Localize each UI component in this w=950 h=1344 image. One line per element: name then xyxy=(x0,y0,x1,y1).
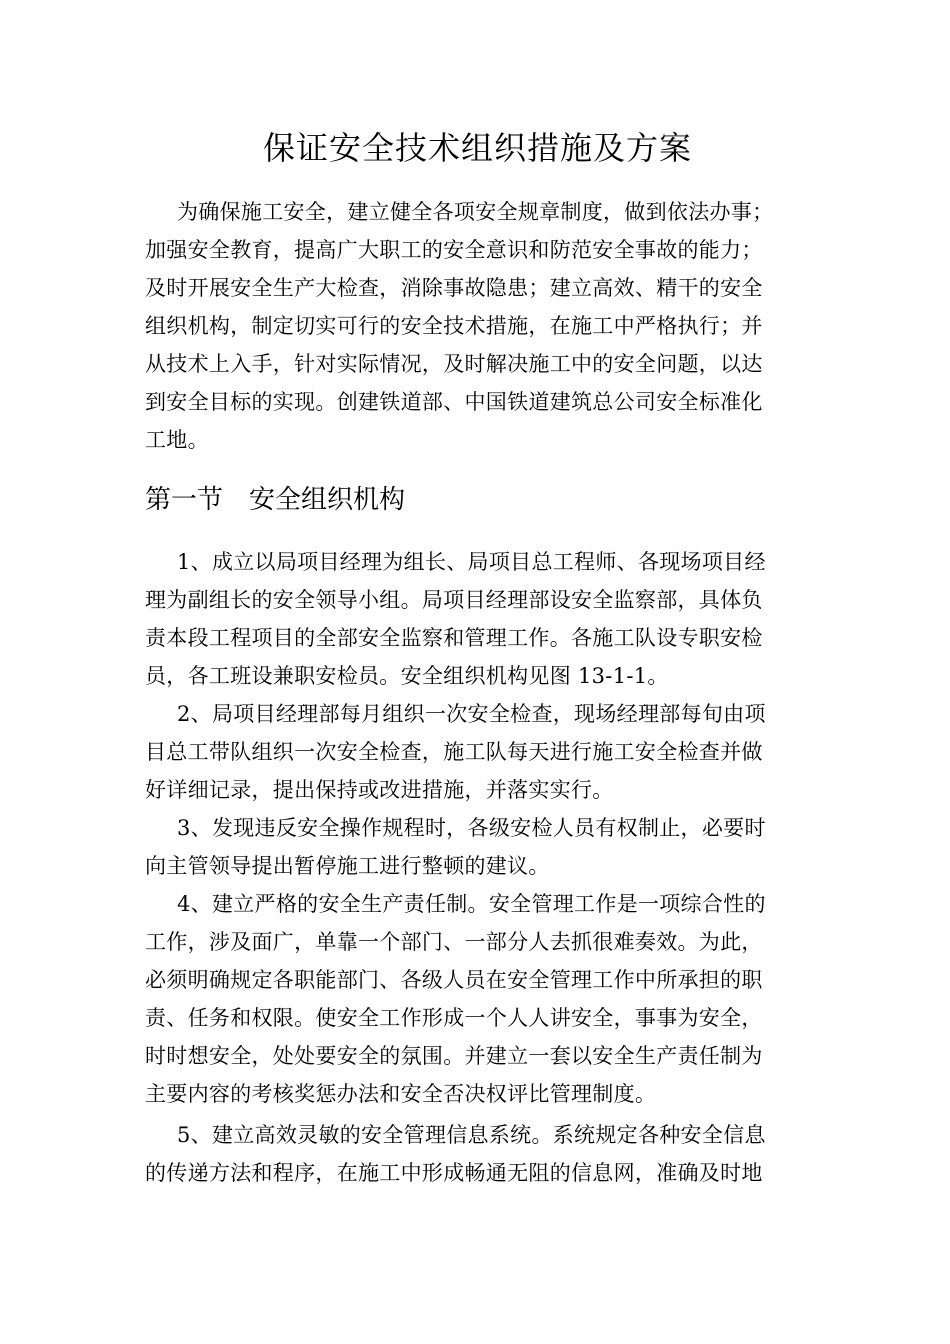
item-line: 目总工带队组织一次安全检查，施工队每天进行施工安全检查并做 xyxy=(145,740,763,764)
intro-line: 为确保施工安全，建立健全各项安全规章制度，做到依法办事； xyxy=(177,200,774,224)
item-line: 5、建立高效灵敏的安全管理信息系统。系统规定各种安全信息 xyxy=(177,1123,766,1147)
intro-line: 工地。 xyxy=(145,428,209,452)
section-item-4 xyxy=(145,885,810,1113)
item-line: 好详细记录，提出保持或改进措施，并落实实行。 xyxy=(145,778,614,802)
intro-line: 从技术上入手，针对实际情况，及时解决施工中的安全问题，以达 xyxy=(145,352,763,376)
intro-line: 加强安全教育，提高广大职工的安全意识和防范安全事故的能力； xyxy=(145,238,763,262)
item-line: 1、成立以局项目经理为组长、局项目总工程师、各现场项目经 xyxy=(177,550,766,574)
item-line: 主要内容的考核奖惩办法和安全否决权评比管理制度。 xyxy=(145,1082,657,1106)
item-line: 时时想安全，处处要安全的氛围。并建立一套以安全生产责任制为 xyxy=(145,1044,763,1068)
item-line: 必须明确规定各职能部门、各级人员在安全管理工作中所承担的职 xyxy=(145,968,763,992)
section-heading: 第一节 安全组织机构 xyxy=(145,485,406,515)
item-line: 责本段工程项目的全部安全监察和管理工作。各施工队设专职安检 xyxy=(145,626,763,650)
section-item-3 xyxy=(145,809,810,885)
section-item-1 xyxy=(145,543,810,695)
item-line: 理为副组长的安全领导小组。局项目经理部设安全监察部，具体负 xyxy=(145,588,763,612)
item-line: 责、任务和权限。使安全工作形成一个人人讲安全，事事为安全， xyxy=(145,1006,763,1030)
intro-line: 到安全目标的实现。创建铁道部、中国铁道建筑总公司安全标准化 xyxy=(145,390,763,414)
intro-line: 组织机构，制定切实可行的安全技术措施，在施工中严格执行；并 xyxy=(145,314,763,338)
item-line: 员，各工班设兼职安检员。安全组织机构见图 13-1-1。 xyxy=(145,664,669,688)
item-line: 3、发现违反安全操作规程时，各级安检人员有权制止，必要时 xyxy=(177,816,766,840)
section-item-5 xyxy=(145,1116,810,1192)
item-line: 的传递方法和程序，在施工中形成畅通无阻的信息网，准确及时地 xyxy=(145,1161,763,1185)
item-line: 4、建立严格的安全生产责任制。安全管理工作是一项综合性的 xyxy=(177,892,766,916)
section-item-2 xyxy=(145,695,810,809)
item-line: 2、局项目经理部每月组织一次安全检查，现场经理部每旬由项 xyxy=(177,702,766,726)
intro-paragraph xyxy=(145,193,810,459)
item-line: 工作，涉及面广，单靠一个部门、一部分人去抓很难奏效。为此， xyxy=(145,930,763,954)
document-title: 保证安全技术组织措施及方案 xyxy=(262,129,692,167)
item-line: 向主管领导提出暂停施工进行整顿的建议。 xyxy=(145,854,550,878)
intro-line: 及时开展安全生产大检查，消除事故隐患；建立高效、精干的安全 xyxy=(145,276,763,300)
